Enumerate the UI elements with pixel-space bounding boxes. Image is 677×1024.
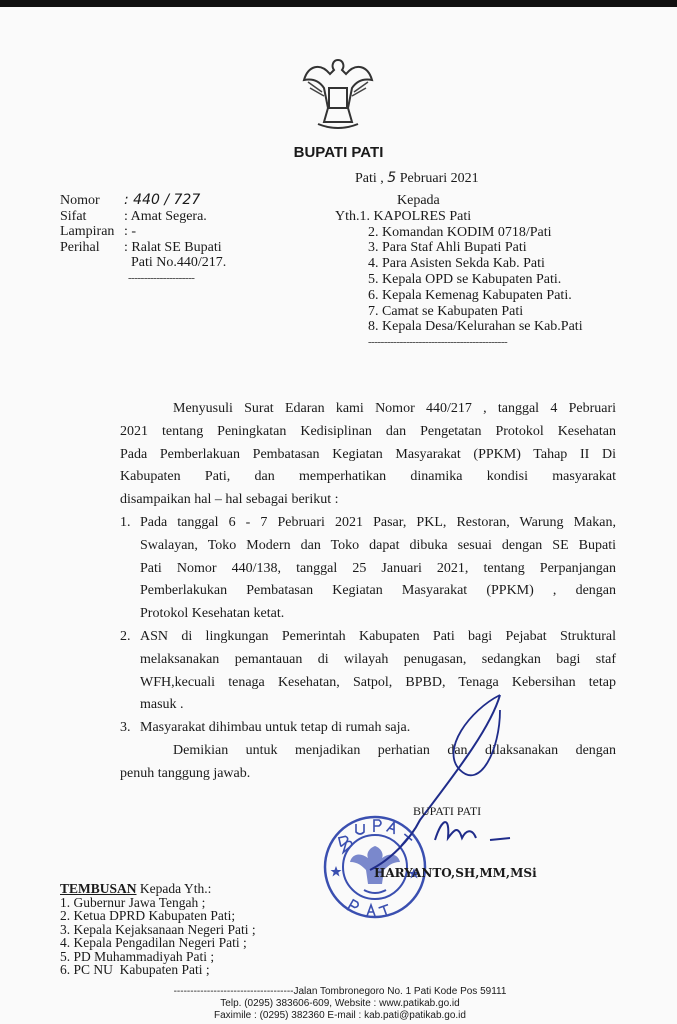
list-line: Pemberlakukan Pembatasan Kegiatan Masyarakat (PPKM) , dengan (140, 583, 616, 599)
recipient-text: 4. Para Asisten Sekda Kab. Pati (368, 256, 545, 272)
tembusan-heading: TEMBUSAN (60, 881, 137, 896)
recipient-item (335, 319, 583, 335)
list-number: 1. (120, 514, 131, 530)
tembusan-item: 1. Gubernur Jawa Tengah ; (60, 894, 206, 910)
recipient-text: 1. KAPOLRES Pati (359, 208, 472, 224)
tembusan-item: 3. Kepala Kejaksanaan Negeri Pati ; (60, 921, 256, 937)
body-line: Kabupaten Pati, dan memperhatikan dinamika kondisi masyarakat (120, 469, 616, 485)
list-text (140, 512, 616, 626)
recipients-rule: -------------------------------------------- (368, 336, 508, 349)
signature-title: BUPATI PATI (413, 804, 482, 818)
closing-line: penuh tanggung jawab. (120, 765, 251, 781)
meta-value: : 440 / 727 (124, 192, 201, 208)
meta-value: : Amat Segera. (124, 208, 207, 224)
recipient-text: 7. Camat se Kabupaten Pati (368, 303, 524, 319)
recipient-item (335, 304, 583, 320)
letter-title: BUPATI PATI (293, 144, 384, 161)
recipients (335, 193, 583, 351)
list-line: Swalayan, Toko Modern dan Toko dapat dibuka sesuai dengan SE Bupati (140, 537, 616, 553)
meta-key: Nomor (60, 193, 100, 208)
letter-meta (60, 193, 226, 286)
top-bar (0, 0, 677, 7)
meta-row (60, 224, 226, 240)
recipient-text: 8. Kepala Desa/Kelurahan se Kab.Pati (368, 319, 583, 335)
body-line: 2021 tentang Peningkatan Kedisiplinan dan Pengetatan Protokol Kesehatan (120, 423, 616, 439)
recipients-intro: Kepada (397, 193, 440, 208)
recipient-text: 5. Kepala OPD se Kabupaten Pati. (368, 271, 562, 287)
recipient-item (335, 272, 583, 288)
recipient-item (335, 225, 583, 241)
list-line: melaksanakan pemantauan di wilayah penugasan, sedangkan bagi staf (140, 651, 616, 667)
tembusan-item: 5. PD Muhammadiyah Pati ; (60, 948, 215, 964)
meta-row (60, 209, 226, 225)
meta-row (60, 193, 226, 209)
footer-rule: ------------------------------------ (173, 986, 294, 997)
list-number: 2. (120, 628, 131, 644)
recipient-text: 3. Para Staf Ahli Bupati Pati (368, 240, 527, 256)
tembusan-item: 6. PC NU Kabupaten Pati ; (60, 962, 210, 977)
footer-address: Jalan Tombronegoro No. 1 Pati Kode Pos 59111 (293, 986, 507, 997)
letter-date (355, 170, 479, 187)
recipient-text: 6. Kepala Kemenag Kabupaten Pati. (368, 287, 572, 303)
list-line: ASN di lingkungan Pemerintah Kabupaten Pati bagi Pejabat Struktural (140, 628, 616, 644)
signatory-name: HARYANTO,SH,MM,MSi (374, 866, 537, 880)
recipient-item (335, 288, 583, 304)
list-line: Pada tanggal 6 - 7 Pebruari 2021 Pasar, PKL, Restoran, Warung Makan, (140, 514, 616, 530)
meta-value: Pati No.440/217. (124, 255, 227, 270)
list-line: WFH,kecuali tenaga Kesehatan, Satpol, BPBD, Tenaga Kebersihan tetap (140, 674, 616, 690)
meta-key (60, 255, 124, 271)
list-line: masuk . (140, 697, 184, 713)
tembusan-heading-rest: Kepada Yth.: (136, 881, 212, 896)
list-item (120, 512, 616, 626)
date-month-year: Pebruari 2021 (399, 171, 479, 186)
meta-value: : Ralat SE Bupati (124, 239, 222, 255)
recipient-yth: Yth. (335, 208, 360, 224)
recipient-item (335, 240, 583, 256)
list-number: 3. (120, 720, 131, 736)
meta-key: Lampiran (60, 224, 115, 239)
list-line: Protokol Kesehatan ketat. (140, 606, 285, 622)
date-place: Pati , (355, 171, 384, 186)
closing-line: Demikian untuk menjadikan perhatian dan dilaksanakan dengan (173, 742, 616, 758)
recipient-item (335, 209, 583, 225)
body-line: disampaikan hal – hal sebagai berikut : (120, 492, 339, 508)
body-line: Pada Pemberlakuan Pembatasan Kegiatan Masyarakat (PPKM) Tahap II Di (120, 446, 616, 462)
tembusan-item: 4. Kepala Pengadilan Negeri Pati ; (60, 935, 247, 950)
date-day-handwritten: 5 (387, 170, 397, 186)
handwritten-signature (350, 690, 530, 880)
meta-row (60, 240, 226, 256)
list-line: Pati Nomor 440/138, tanggal 25 Januari 2021, tentang Perpanjangan (140, 560, 616, 576)
garuda-emblem-icon (300, 52, 376, 132)
tembusan (60, 882, 256, 977)
tembusan-item: 2. Ketua DPRD Kabupaten Pati; (60, 908, 236, 923)
meta-key: Sifat (60, 208, 87, 224)
footer-phone-website: Telp. (0295) 383606-609, Website : www.patikab.go.id (220, 998, 460, 1009)
letterhead-footer (60, 986, 620, 1022)
list-line: Masyarakat dihimbau untuk tetap di rumah saja. (140, 720, 411, 736)
meta-rule: --------------------- (128, 271, 195, 284)
meta-value: : - (124, 224, 137, 239)
meta-key: Perihal (60, 239, 100, 255)
recipient-text: 2. Komandan KODIM 0718/Pati (368, 224, 552, 240)
body-line: Menyusuli Surat Edaran kami Nomor 440/217 , tanggal 4 Pebruari (173, 401, 616, 416)
footer-fax-email: Faximile : (0295) 382360 E-mail : kab.pati@patikab.go.id (214, 1010, 466, 1021)
recipient-item (335, 256, 583, 272)
meta-row (60, 255, 226, 271)
